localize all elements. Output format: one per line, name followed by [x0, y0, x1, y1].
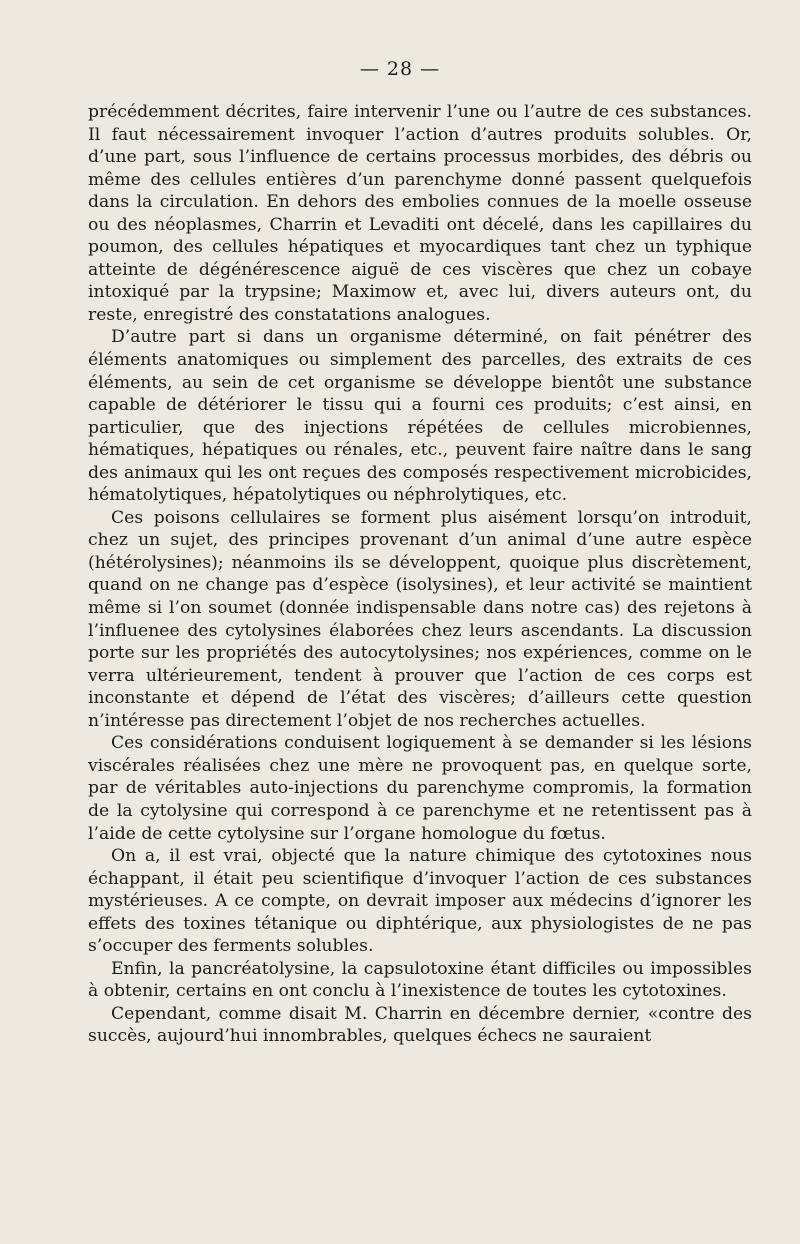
paragraph-6: Enfin, la pancréatolysine, la capsulotoxine étant difficiles ou impossibles à obtenir, certains en ont conclu à l’inexistence de toutes les cytotoxines. [88, 958, 752, 1002]
paragraph-3: Ces poisons cellulaires se forment plus aisément lorsqu’on introduit, chez un sujet, des principes provenant d’un animal d’une autre espèce (hétérolysines); néanmoins ils se développent, quoique plus discrètement, quand on ne change pas d’espèce (isolysines), et leur activité se maintient même si l’on soumet (donnée indispensable dans notre cas) des rejetons à l’influenee des cytolysines élaborées chez leurs ascendants. La discussion porte sur les propriétés des autocytolysines; nos expériences, comme on le verra ultérieurement, tendent à prouver que l’action de ces corps est inconstante et dépend de l’état des viscères; d’ailleurs cette question n’intéresse pas directement l’objet de nos recherches actuelles. [88, 507, 752, 731]
body-text [88, 101, 752, 1048]
paragraph-7: Cependant, comme disait M. Charrin en décembre dernier, «contre des succès, aujourd’hui innombrables, quelques échecs ne sauraient [88, 1003, 752, 1047]
paragraph-1: précédemment décrites, faire intervenir l’une ou l’autre de ces substances. Il faut nécessairement invoquer l’action d’autres produits solubles. Or, d’une part, sous l’influence de certains processus morbides, des débris ou même des cellules entières d’un parenchyme donné passent quelquefois dans la circulation. En dehors des embolies connues de la moelle osseuse ou des néoplasmes, Charrin et Levaditi ont décelé, dans les capillaires du poumon, des cellules hépatiques et myocardiques tant chez un typhique atteinte de dégénérescence aiguë de ces viscères que chez un cobaye intoxiqué par la trypsine; Maximow et, avec lui, divers auteurs ont, du reste, enregistré des constatations analogues. [88, 102, 752, 325]
paragraph-5: On a, il est vrai, objecté que la nature chimique des cytotoxines nous échappant, il était peu scientifique d’invoquer l’action de ces substances mystérieuses. A ce compte, on devrait imposer aux médecins d’ignorer les effets des toxines tétanique ou diphtérique, aux physiologistes de ne pas s’occuper des ferments solubles. [88, 846, 752, 957]
paragraph-2: D’autre part si dans un organisme déterminé, on fait pénétrer des éléments anatomiques ou simplement des parcelles, des extraits de ces éléments, au sein de cet organisme se développe bientôt une substance capable de détériorer le tissu qui a fourni ces produits; c’est ainsi, en particulier, que des injections répétées de cellules microbiennes, hématiques, hépatiques ou rénales, etc., peuvent faire naître dans le sang des animaux qui les ont reçues des composés respectivement microbicides, hématolytiques, hépatolytiques ou néphrolytiques, etc. [88, 327, 752, 506]
paragraph-4: Ces considérations conduisent logiquement à se demander si les lésions viscérales réalisées chez une mère ne provoquent pas, en quelque sorte, par de véritables auto-injections du parenchyme compromis, la formation de la cytolysine qui correspond à ce parenchyme et ne retentissent pas à l’aide de cette cytolysine sur l’organe homologue du fœtus. [88, 733, 752, 844]
page-number: — 28 — [359, 58, 441, 80]
